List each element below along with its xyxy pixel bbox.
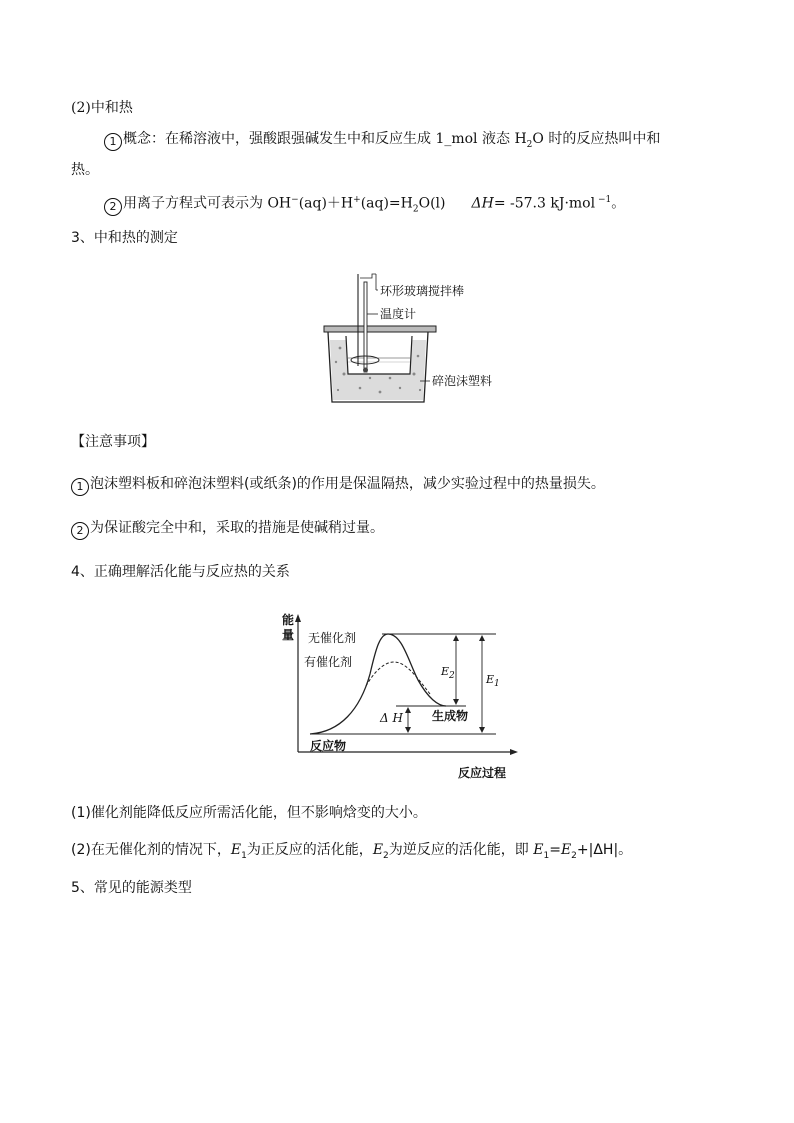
ion-text-c: (aq)=H	[360, 195, 413, 212]
section-heading-neutralization-heat: (2)中和热	[71, 100, 133, 116]
point-2: (2)在无催化剂的情况下，$E_1$为正反应的活化能，$E_2$为逆反应的活化能，即 $E_1=E_2+|\Delta H|$。	[71, 842, 633, 861]
ion-text-a: 用离子方程式可表示为 OH	[123, 195, 292, 212]
concept-paragraph	[104, 129, 660, 155]
label-with-catalyst: 有催化剂	[304, 655, 353, 669]
circled-number-1: 1	[71, 478, 89, 496]
label-thermometer: 温度计	[380, 307, 417, 321]
circled-number-2: 2	[104, 198, 122, 216]
note-item-1	[71, 474, 605, 496]
ionic-equation-paragraph	[104, 190, 625, 219]
label-e1: $E_1$	[486, 673, 500, 690]
ion-text-d: O(l)	[418, 195, 446, 212]
axis-label-energy-1: 能	[282, 613, 295, 627]
concept-text-b: O 时的反应热叫中和	[532, 131, 661, 147]
note-text-1: 泡沫塑料板和碎泡沫塑料(或纸条)的作用是保温隔热，减少实验过程中的热量损失。	[90, 476, 605, 492]
ion-text-e: = -57.3 kJ·mol	[493, 195, 596, 212]
concept-continuation: 热。	[71, 162, 99, 178]
delta-h: ΔH	[471, 195, 494, 212]
circled-number-1: 1	[104, 133, 122, 151]
ion-text-f: 。	[611, 195, 626, 212]
notes-title: 【注意事项】	[71, 434, 155, 450]
note-item-2	[71, 518, 384, 540]
ion-sub: 2	[412, 204, 419, 215]
concept-subscript: 2	[526, 139, 533, 150]
section-heading-energy-types: 5、常见的能源类型	[71, 880, 192, 896]
axis-label-reaction-process: 反应过程	[458, 766, 507, 780]
note-text-2: 为保证酸完全中和，采取的措施是使碱稍过量。	[90, 520, 384, 536]
axis-label-energy-2: 量	[282, 628, 295, 642]
concept-text-a: 概念：在稀溶液中，强酸跟强碱发生中和反应生成 1_mol 液态 H	[123, 131, 527, 147]
ion-sup-1: −	[291, 195, 299, 205]
ion-sup-2: +	[353, 195, 361, 205]
label-no-catalyst: 无催化剂	[308, 631, 357, 645]
label-delta-h: Δ H	[380, 711, 403, 725]
section-heading-measurement: 3、中和热的测定	[71, 230, 178, 246]
label-foam: 碎泡沫塑料	[432, 374, 493, 388]
circled-number-2: 2	[71, 522, 89, 540]
label-reactant: 反应物	[310, 739, 347, 753]
section-heading-activation-energy: 4、正确理解活化能与反应热的关系	[71, 564, 290, 580]
label-glass-stirrer: 环形玻璃搅拌棒	[380, 284, 465, 298]
ion-text-b: (aq)＋H	[298, 195, 354, 212]
label-e2: $E_2$	[441, 665, 455, 682]
ion-sup-3: −1	[595, 195, 612, 205]
point-1: (1)催化剂能降低反应所需活化能，但不影响焓变的大小。	[71, 805, 427, 821]
label-product: 生成物	[432, 709, 469, 723]
